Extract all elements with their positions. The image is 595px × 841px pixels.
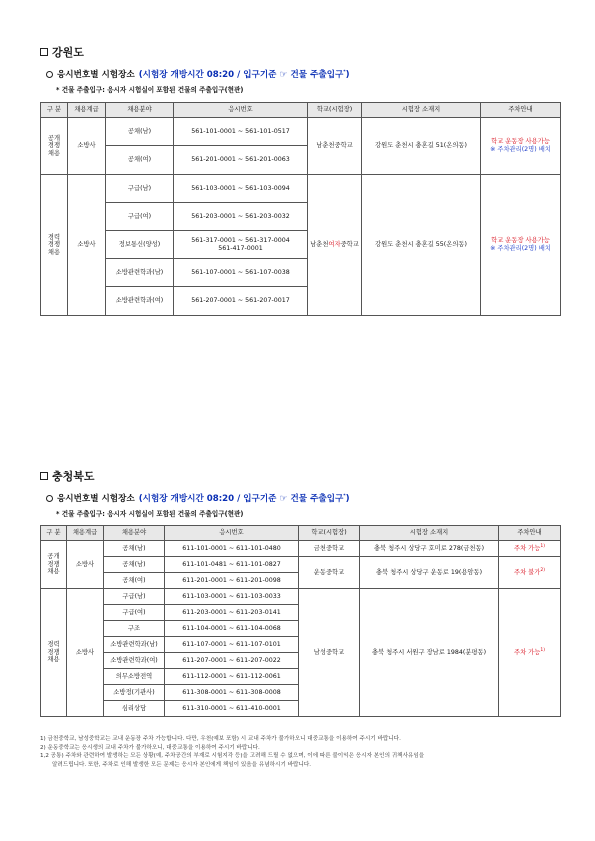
field-cell: 정보통신(양성) [106, 231, 174, 259]
footnote-ref: 2) [540, 568, 545, 574]
field-cell: 심리상담 [104, 701, 165, 717]
school-cell: 금천중학교 [299, 541, 360, 557]
school-cell: 남춘천중학교 [308, 118, 362, 175]
address-cell: 강원도 춘천시 충혼길 55(온의동) [362, 175, 481, 316]
subheading-prefix: 응시번호별 시험장소 [57, 70, 135, 80]
range-cell: 611-101-0001 ~ 611-101-0480 [165, 541, 299, 557]
section-title: 충청북도 [52, 470, 95, 483]
subheading [46, 68, 560, 80]
table-row [41, 589, 561, 605]
address-cell: 충북 청주시 상당구 호미로 278(금천동) [360, 541, 499, 557]
field-cell: 공채(남) [106, 118, 174, 146]
field-cell: 공채(여) [104, 573, 165, 589]
table-row [41, 541, 561, 557]
school-cell: 남성중학교 [299, 589, 360, 717]
field-cell: 공채(남) [104, 541, 165, 557]
gangwon-table [40, 102, 561, 316]
pointing-hand-icon: ☞ [279, 70, 288, 80]
range-cell: 561-101-0001 ~ 561-101-0517 [174, 118, 308, 146]
subheading-detail-b: 건물 주출입구 [287, 70, 344, 80]
rank-cell: 소방사 [67, 589, 104, 717]
footnote-ref: 1) [540, 648, 545, 654]
parking-cell [499, 541, 561, 557]
range-cell: 611-310-0001 ~ 611-410-0001 [165, 701, 299, 717]
checkbox-icon [40, 472, 48, 480]
section-heading [40, 468, 560, 484]
field-cell: 소방관련학과(여) [106, 287, 174, 316]
header-cell: 시험장 소재지 [362, 103, 481, 118]
category-cell: 경력 경쟁 채용 [41, 175, 68, 316]
header-cell: 주차안내 [499, 526, 561, 541]
rank-cell: 소방사 [67, 541, 104, 589]
address-cell: 강원도 춘천시 충혼길 51(온의동) [362, 118, 481, 175]
parking-cell [481, 175, 561, 316]
field-cell: 구급(남) [104, 589, 165, 605]
checkbox-icon [40, 48, 48, 56]
header-row [41, 526, 561, 541]
range-cell: 611-201-0001 ~ 611-201-0098 [165, 573, 299, 589]
range-cell: 611-308-0001 ~ 611-308-0008 [165, 685, 299, 701]
field-cell: 의무소방전역 [104, 669, 165, 685]
entrance-note: * 건물 주출입구: 응시자 시험실이 포함된 건물의 주출입구(현관) [56, 510, 244, 518]
parking-cell [481, 118, 561, 175]
circle-bullet-icon [46, 495, 53, 502]
header-cell: 채용분야 [106, 103, 174, 118]
footnote: 2) 운동중학교는 응시생의 교내 주차가 불가하오니, 대중교통을 이용하여 주시기 바랍니다. [40, 744, 260, 751]
footnote: 1,2 공통) 주차와 관련하여 발생하는 모든 상황(예, 주차공간의 부재로 시험지각 등)을 고려해 드릴 수 없으며, 이에 따른 불이익은 응시자 본인의 귀책사유임을 [40, 753, 425, 760]
field-cell: 구급(여) [106, 203, 174, 231]
subheading [46, 492, 560, 504]
range-cell: 611-101-0481 ~ 611-101-0827 [165, 557, 299, 573]
section-title: 강원도 [52, 46, 84, 59]
school-cell [308, 175, 362, 316]
address-cell: 충북 청주시 상당구 운동로 19(용암동) [360, 557, 499, 589]
subheading-close: ) [345, 494, 350, 504]
parking-staff-note: ※ 주차관리(2명) 배치 [490, 245, 551, 252]
rank-cell: 소방사 [68, 175, 106, 316]
school-cell: 운동중학교 [299, 557, 360, 589]
header-cell: 채용분야 [104, 526, 165, 541]
field-cell: 구급(남) [106, 175, 174, 203]
footnotes [40, 735, 560, 770]
parking-available: 학교 운동장 사용가능 [491, 138, 550, 146]
field-cell: 소방관련학과(남) [104, 637, 165, 653]
parking-status: 주차 가능 [514, 649, 541, 657]
parking-status: 주차 불가 [514, 569, 541, 577]
range-cell [174, 231, 308, 259]
school-name-c: 중학교 [340, 241, 359, 249]
field-cell: 소방관련학과(여) [104, 653, 165, 669]
range-line: 561-317-0001 ~ 561-317-0004 [191, 236, 290, 244]
parking-available: 학교 운동장 사용가능 [491, 237, 550, 245]
header-cell: 시험장 소재지 [360, 526, 499, 541]
subheading-detail-b: 건물 주출입구 [287, 494, 344, 504]
subheading-detail-a: (시험장 개방시간 08:20 / 입구기준 [138, 494, 280, 504]
header-cell: 구 분 [41, 526, 67, 541]
table-row [41, 557, 561, 573]
header-cell: 응시번호 [174, 103, 308, 118]
range-cell: 611-103-0001 ~ 611-103-0033 [165, 589, 299, 605]
category-cell: 공개 경쟁 채용 [41, 118, 68, 175]
field-cell: 공채(여) [106, 146, 174, 175]
range-cell: 611-203-0001 ~ 611-203-0141 [165, 605, 299, 621]
field-cell: 구조 [104, 621, 165, 637]
range-cell: 611-104-0001 ~ 611-104-0068 [165, 621, 299, 637]
range-cell: 611-207-0001 ~ 611-207-0022 [165, 653, 299, 669]
field-cell: 공채(남) [104, 557, 165, 573]
range-cell: 561-107-0001 ~ 561-107-0038 [174, 259, 308, 287]
subheading-close: ) [345, 70, 350, 80]
asterisk: * [343, 70, 346, 76]
footnote-ref: 1) [540, 544, 545, 550]
subheading-detail [139, 68, 350, 80]
header-row [41, 103, 561, 118]
section-heading [40, 44, 560, 60]
field-cell: 구급(여) [104, 605, 165, 621]
range-cell: 561-201-0001 ~ 561-201-0063 [174, 146, 308, 175]
table-row [41, 118, 561, 146]
header-cell: 응시번호 [165, 526, 299, 541]
asterisk: * [343, 494, 346, 500]
footnote: 1) 금천중학교, 남성중학교는 교내 운동장 주차 가능합니다. 다만, 우천(예보 포함) 시 교내 주차가 불가하오니 대중교통을 이용하여 주시기 바랍니다. [40, 736, 401, 742]
header-cell: 채용계급 [68, 103, 106, 118]
address-cell: 충북 청주시 서원구 장남로 1984(분평동) [360, 589, 499, 717]
chungbuk-section [40, 468, 560, 717]
range-cell: 561-103-0001 ~ 561-103-0094 [174, 175, 308, 203]
range-line: 561-417-0001 [218, 244, 263, 252]
pointing-hand-icon: ☞ [279, 494, 288, 504]
field-cell: 소방정(기관사) [104, 685, 165, 701]
subheading-detail-a: (시험장 개방시간 08:20 / 입구기준 [138, 70, 280, 80]
range-cell: 611-107-0001 ~ 611-107-0101 [165, 637, 299, 653]
subheading-prefix: 응시번호별 시험장소 [57, 494, 135, 504]
school-name-a: 남춘천 [310, 241, 329, 249]
header-cell: 구 분 [41, 103, 68, 118]
header-cell: 채용계급 [67, 526, 104, 541]
range-cell: 561-203-0001 ~ 561-203-0032 [174, 203, 308, 231]
subheading-detail [139, 492, 350, 504]
header-cell: 학교(시험장) [299, 526, 360, 541]
header-cell: 학교(시험장) [308, 103, 362, 118]
header-cell: 주차안내 [481, 103, 561, 118]
parking-status: 주차 가능 [514, 545, 541, 553]
gangwon-section [40, 44, 560, 316]
category-cell: 공개 경쟁 채용 [41, 541, 67, 589]
entrance-note: * 건물 주출입구: 응시자 시험실이 포함된 건물의 주출입구(현관) [56, 86, 244, 94]
footnote: 알려드립니다. 또한, 주차로 인해 발생한 모든 문제는 응시자 본인에게 책임이 있음을 유념하시기 바랍니다. [52, 761, 312, 768]
category-cell: 경력 경쟁 채용 [41, 589, 67, 717]
chungbuk-table [40, 525, 561, 717]
field-cell: 소방관련학과(남) [106, 259, 174, 287]
parking-cell [499, 557, 561, 589]
range-cell: 561-207-0001 ~ 561-207-0017 [174, 287, 308, 316]
parking-cell [499, 589, 561, 717]
range-cell: 611-112-0001 ~ 611-112-0061 [165, 669, 299, 685]
school-name-highlight: 여자 [328, 241, 341, 249]
rank-cell: 소방사 [68, 118, 106, 175]
parking-staff-note: ※ 주차관리(2명) 배치 [490, 146, 551, 153]
table-row [41, 175, 561, 203]
circle-bullet-icon [46, 71, 53, 78]
